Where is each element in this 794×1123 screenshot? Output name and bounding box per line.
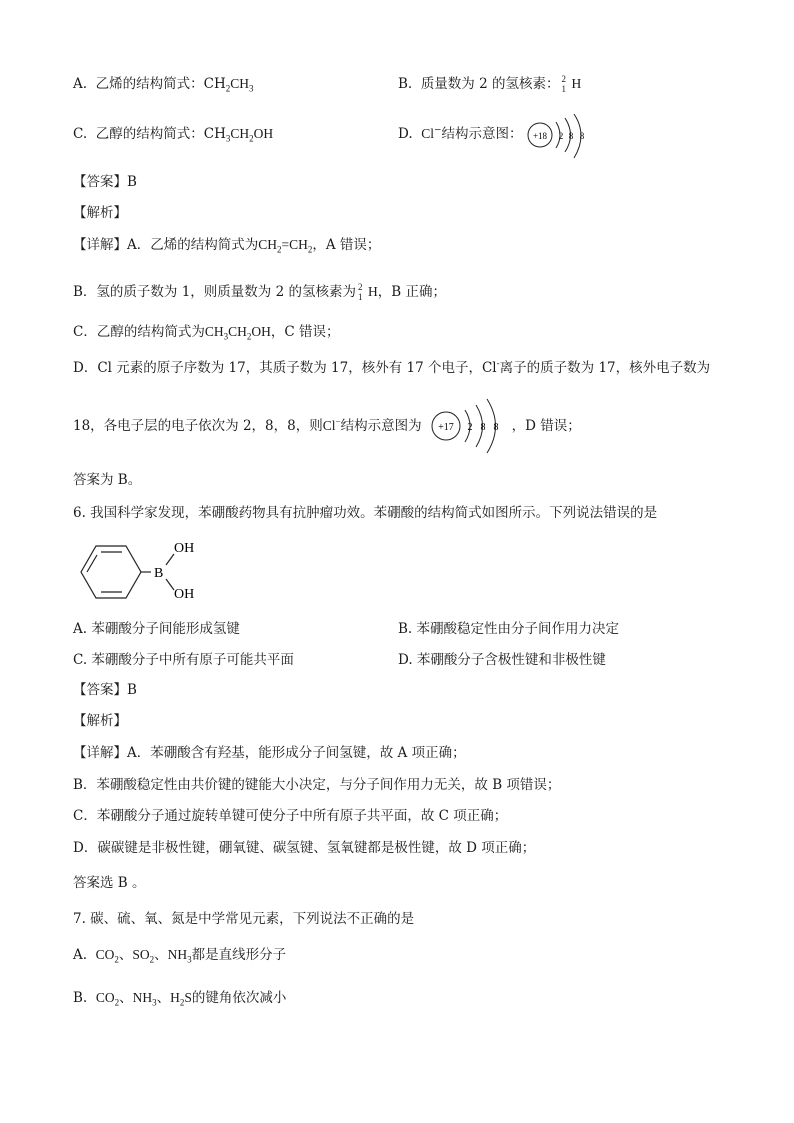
- q5-option-c: C. 乙醇的结构简式：$CH_3CH_2OH$: [73, 126, 274, 144]
- shell-2-count: 8: [568, 131, 574, 141]
- q6-option-b: B. 苯硼酸稳定性由分子间作用力决定: [398, 621, 620, 637]
- q5-analysis-label: 【解析】: [73, 205, 127, 221]
- q6-detail-b: B．苯硼酸稳定性由共价键的键能大小决定，与分子间作用力无关，故 B 项错误；: [73, 777, 561, 793]
- q5-detail-c: C．乙醇的结构简式为$CH_3CH_2OH$，C 错误；: [73, 324, 340, 342]
- nucleus-charge: +17: [438, 422, 454, 433]
- chloride-structure-diagram-17: [428, 396, 514, 456]
- q7-option-b: B. $CO_2$、$NH_3$、$H_2S$的键角依次减小: [73, 990, 287, 1008]
- q5-detail-d-line1: D．Cl 元素的原子序数为 17，其质子数为 17，核外有 17 个电子，Cl-离子的质子数为 17，核外电子数为: [73, 359, 711, 376]
- q6-answer: 【答案】B: [73, 682, 137, 698]
- q5-option-d: D. Cl−结构示意图：: [398, 125, 523, 142]
- q6-analysis-label: 【解析】: [73, 713, 127, 729]
- q7-option-a: A. $CO_2$、$SO_2$、$NH_3$都是直线形分子: [73, 947, 287, 965]
- q5-detail-a: 【详解】A．乙烯的结构简式为$CH_2=CH_2$，A 错误；: [73, 237, 381, 255]
- shell-1-count: 2: [558, 131, 564, 141]
- q6-stem: 6. 我国科学家发现，苯硼酸药物具有抗肿瘤功效。苯硼酸的结构简式如图所示。下列说法错误的是: [73, 505, 658, 521]
- q5-detail-b: B．氢的质子数为 1，则质量数为 2 的氢核素为 2 1 H，B 正确；: [73, 281, 446, 302]
- hydroxyl-bottom: OH: [174, 587, 195, 602]
- phenylboronic-acid-structure: [68, 532, 208, 604]
- q5-option-a: A. 乙烯的结构简式：$CH_2CH_3$: [73, 76, 254, 94]
- q6-conclusion: 答案选 B 。: [73, 875, 146, 891]
- hydroxyl-top: OH: [174, 541, 195, 556]
- shell-3-count: 8: [493, 422, 499, 433]
- q7-stem: 7. 碳、硫、氧、氮是中学常见元素，下列说法不正确的是: [73, 911, 415, 927]
- q6-option-d: D. 苯硼酸分子含极性键和非极性键: [398, 652, 606, 668]
- q5-detail-d-line2: 18，各电子层的电子依次为 2，8，8，则Cl−结构示意图为 ，D 错误；: [73, 416, 581, 434]
- q6-detail-d: D．碳碳键是非极性键，硼氧键、碳氢键、氢氧键都是极性键，故 D 项正确；: [73, 840, 536, 856]
- hydrogen-nuclide: 2 1: [561, 73, 566, 94]
- shell-2-count: 8: [480, 422, 486, 433]
- q6-detail-c: C．苯硼酸分子通过旋转单键可使分子中所有原子共平面，故 C 项正确；: [73, 808, 508, 824]
- q5-conclusion: 答案为 B。: [73, 472, 142, 488]
- shell-3-count: 8: [579, 131, 585, 141]
- q6-option-a: A. 苯硼酸分子间能形成氢键: [73, 621, 240, 637]
- q5-answer: 【答案】B: [73, 174, 137, 190]
- boron-atom: B: [154, 566, 164, 581]
- q6-option-c: C. 苯硼酸分子中所有原子可能共平面: [73, 652, 294, 668]
- q5-option-b: B. 质量数为 2 的氢核素： 2 1 H: [398, 73, 582, 94]
- chloride-structure-diagram-18: [524, 112, 596, 162]
- q6-detail-a: 【详解】A．苯硼酸含有羟基，能形成分子间氢键，故 A 项正确；: [73, 745, 466, 761]
- nucleus-charge: +18: [532, 131, 548, 141]
- shell-1-count: 2: [467, 422, 473, 433]
